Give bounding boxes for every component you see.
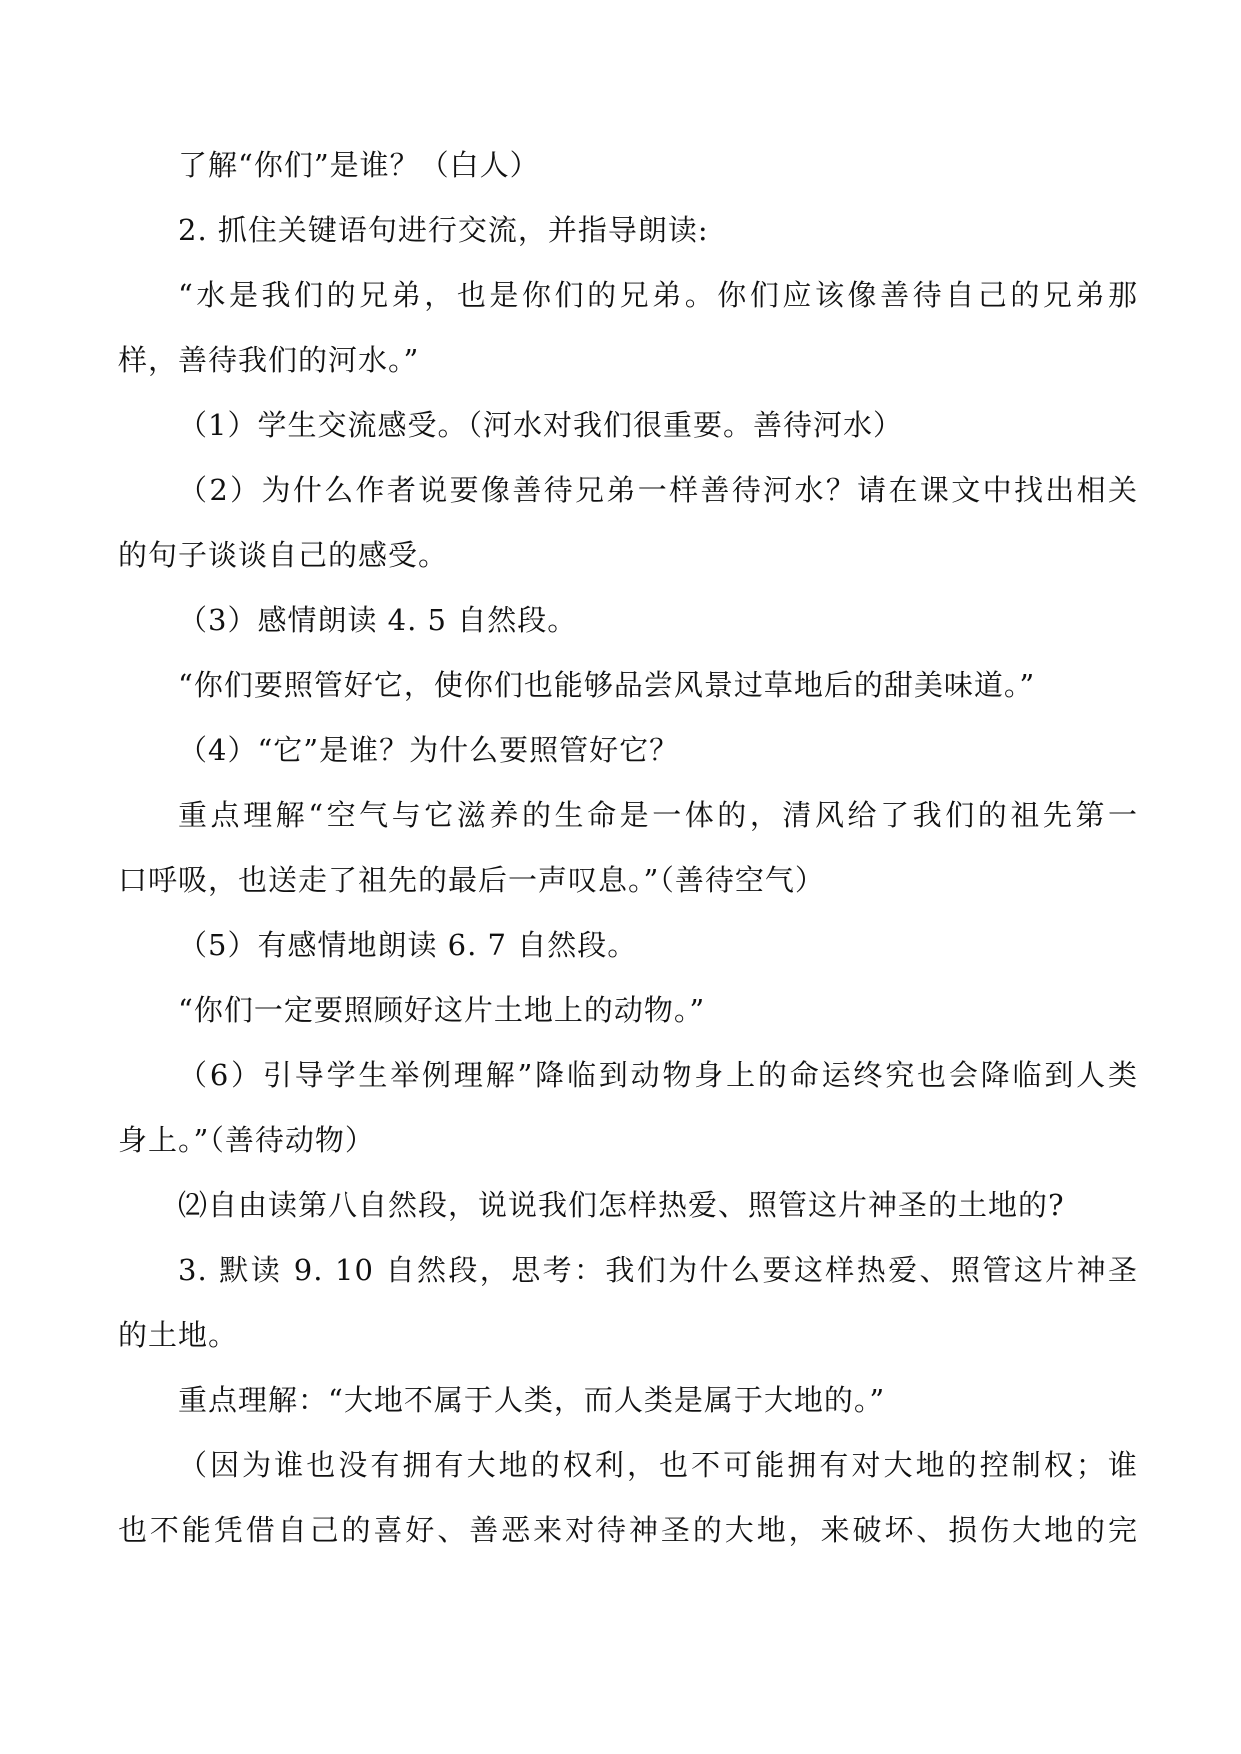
paragraph-line: ⑵自由读第八自然段，说说我们怎样热爱、照管这片神圣的土地的? <box>178 1188 1065 1222</box>
paragraph-line: 口呼吸，也送走了祖先的最后一声叹息。”（善待空气） <box>118 863 825 897</box>
paragraph-line: 3. 默读 9. 10 自然段，思考：我们为什么要这样热爱、照管这片神圣 <box>178 1253 1138 1287</box>
paragraph-line: （4）“它”是谁？为什么要照管好它？ <box>178 733 680 767</box>
paragraph-line: （因为谁也没有拥有大地的权利，也不可能拥有对大地的控制权；谁 <box>178 1448 1138 1482</box>
paragraph-line: 的句子谈谈自己的感受。 <box>118 538 449 572</box>
paragraph-line: （6）引导学生举例理解”降临到动物身上的命运终究也会降临到人类 <box>178 1058 1138 1092</box>
paragraph-line: 身上。”（善待动物） <box>118 1123 375 1157</box>
paragraph-line: （5）有感情地朗读 6. 7 自然段。 <box>178 928 638 962</box>
paragraph-line: （3）感情朗读 4. 5 自然段。 <box>178 603 578 637</box>
paragraph-line: 也不能凭借自己的喜好、善恶来对待神圣的大地，来破坏、损伤大地的完 <box>118 1513 1138 1547</box>
paragraph-line: （2）为什么作者说要像善待兄弟一样善待河水？请在课文中找出相关 <box>178 473 1138 507</box>
paragraph-line: 的土地。 <box>118 1318 239 1352</box>
paragraph-line: 重点理解：“大地不属于人类，而人类是属于大地的。” <box>178 1383 886 1417</box>
paragraph-line: “你们要照管好它，使你们也能够品尝风景过草地后的甜美味道。” <box>178 668 1036 702</box>
paragraph-line: 了解“你们”是谁？（白人） <box>178 148 540 182</box>
paragraph-line: （1）学生交流感受。（河水对我们很重要。善待河水） <box>178 408 903 442</box>
paragraph-line: 样，善待我们的河水。” <box>118 343 420 377</box>
paragraph-line: 重点理解“空气与它滋养的生命是一体的，清风给了我们的祖先第一 <box>178 798 1138 832</box>
paragraph-line: “你们一定要照顾好这片土地上的动物。” <box>178 993 706 1027</box>
paragraph-line: 2. 抓住关键语句进行交流，并指导朗读: <box>178 213 709 247</box>
paragraph-line: “水是我们的兄弟，也是你们的兄弟。你们应该像善待自己的兄弟那 <box>178 278 1138 312</box>
